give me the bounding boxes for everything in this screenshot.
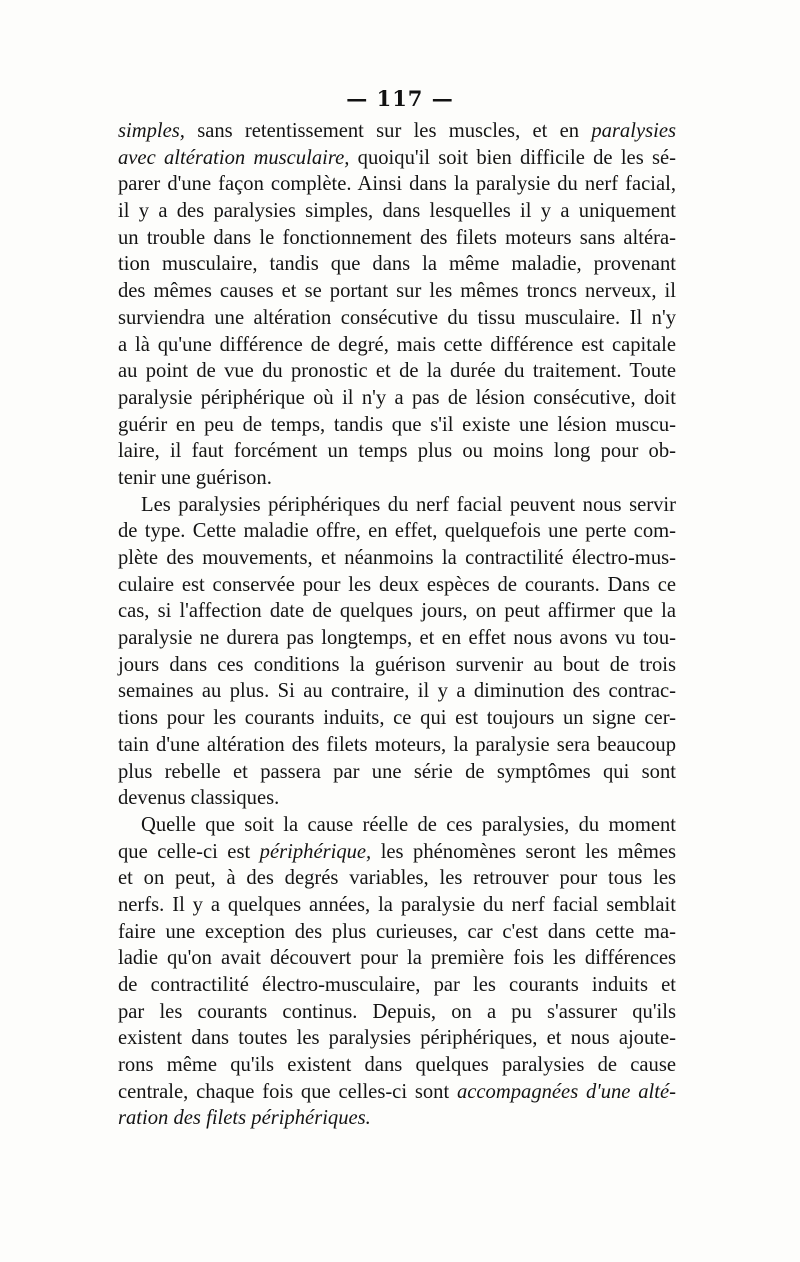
text-line — [118, 572, 676, 599]
italic-text-run: avec altération musculaire, — [118, 146, 350, 169]
text-line — [118, 1052, 676, 1079]
text-line — [118, 705, 676, 732]
text-run: guérir en peu de temps, tandis que s'il existe une lésion muscu- — [118, 413, 676, 436]
text-line — [118, 358, 676, 385]
text-run: quoiqu'il soit bien difficile de les sé- — [349, 146, 676, 169]
paragraph — [118, 118, 676, 492]
text-run: tenir une guérison. — [118, 466, 272, 489]
paragraph — [118, 812, 676, 1132]
text-run: cas, si l'affection date de quelques jours, on peut affirmer que la — [118, 600, 676, 623]
text-run: et on peut, à des degrés variables, les retrouver pour tous les — [118, 867, 676, 890]
text-run: faire une exception des plus curieuses, car c'est dans cette ma- — [118, 920, 676, 943]
text-line — [118, 1079, 676, 1106]
text-line — [118, 385, 676, 412]
text-run: rons même qu'ils existent dans quelques paralysies de cause — [118, 1054, 676, 1077]
text-line — [118, 518, 676, 545]
italic-text-run: simples, — [118, 120, 185, 142]
italic-text-run: périphérique, — [259, 840, 372, 863]
text-run: plus rebelle et passera par une série de symptômes qui sont — [118, 760, 676, 783]
text-line — [118, 305, 676, 332]
text-line — [118, 1105, 676, 1132]
text-line — [118, 972, 676, 999]
text-line — [118, 198, 676, 225]
text-run: paralysie ne durera pas longtemps, et en effet nous avons vu tou- — [118, 627, 676, 650]
text-line — [118, 945, 676, 972]
italic-text-run: accompagnées d'une alté- — [456, 1080, 676, 1103]
text-line — [118, 412, 676, 439]
text-line — [118, 171, 676, 198]
page-number: — 117 — — [346, 86, 454, 111]
italic-text-run: ration des filets périphériques. — [118, 1107, 371, 1130]
text-line — [118, 999, 676, 1026]
text-run: paralysie périphérique où il n'y a pas de lésion consécutive, doit — [118, 386, 676, 409]
text-run: ladie qu'on avait découvert pour la première fois les différences — [118, 947, 676, 970]
paragraph — [118, 492, 676, 812]
text-line — [118, 145, 676, 172]
text-run: a là qu'une différence de degré, mais cette différence est capitale — [118, 333, 676, 356]
text-line — [118, 278, 676, 305]
text-run: centrale, chaque fois que celles-ci sont — [118, 1080, 457, 1103]
text-run: laire, il faut forcément un temps plus ou moins long pour ob- — [118, 440, 676, 463]
text-run: Quelle que soit la cause réelle de ces paralysies, du moment — [141, 813, 676, 836]
text-line — [118, 652, 676, 679]
text-run: existent dans toutes les paralysies périphériques, et nous ajoute- — [118, 1027, 676, 1050]
text-run: les phénomènes seront les mêmes — [371, 840, 677, 863]
text-line — [118, 438, 676, 465]
text-line — [118, 839, 676, 866]
text-run: tain d'une altération des filets moteurs, la paralysie sera beaucoup — [118, 733, 676, 756]
text-run: par les courants continus. Depuis, on a pu s'assurer qu'ils — [118, 1000, 676, 1023]
text-line — [118, 919, 676, 946]
text-run: semaines au plus. Si au contraire, il y a diminution des contrac- — [118, 680, 676, 703]
text-run: plète des mouvements, et néanmoins la contractilité électro-mus- — [118, 547, 676, 569]
text-run: que celle-ci est — [118, 840, 260, 863]
text-run: devenus classiques. — [118, 787, 280, 810]
text-line — [118, 1025, 676, 1052]
text-line — [118, 625, 676, 652]
italic-text-run: paralysies — [591, 120, 676, 142]
text-line — [118, 812, 676, 839]
text-line — [118, 598, 676, 625]
text-line — [118, 759, 676, 786]
text-line — [118, 225, 676, 252]
text-run: tion musculaire, tandis que dans la même maladie, provenant — [118, 253, 676, 276]
text-run: de contractilité électro-musculaire, par les courants induits et — [118, 974, 676, 996]
text-run: parer d'une façon complète. Ainsi dans la paralysie du nerf facial, — [118, 173, 676, 196]
text-line — [118, 465, 676, 492]
text-line — [118, 865, 676, 892]
text-run: nerfs. Il y a quelques années, la paralysie du nerf facial semblait — [118, 893, 676, 916]
text-run: des mêmes causes et se portant sur les mêmes troncs nerveux, il — [118, 280, 676, 303]
text-line — [118, 492, 676, 519]
text-line — [118, 732, 676, 759]
text-line — [118, 332, 676, 359]
text-line — [118, 545, 676, 572]
text-line — [118, 892, 676, 919]
text-run: un trouble dans le fonctionnement des filets moteurs sans altéra- — [118, 226, 676, 249]
text-run: il y a des paralysies simples, dans lesquelles il y a uniquement — [118, 200, 676, 223]
text-run: jours dans ces conditions la guérison survenir au bout de trois — [118, 653, 676, 676]
text-line — [118, 251, 676, 278]
text-line — [118, 678, 676, 705]
body-text — [118, 118, 676, 1132]
text-line — [118, 785, 676, 812]
text-line — [118, 118, 676, 145]
text-run: sans retentissement sur les muscles, et en — [184, 120, 592, 142]
text-run: Les paralysies périphériques du nerf facial peuvent nous servir — [141, 493, 676, 516]
text-run: tions pour les courants induits, ce qui est toujours un signe cer- — [118, 707, 676, 730]
text-run: surviendra une altération consécutive du tissu musculaire. Il n'y — [118, 306, 676, 329]
text-run: de type. Cette maladie offre, en effet, quelquefois une perte com- — [118, 520, 676, 543]
text-run: culaire est conservée pour les deux espèces de courants. Dans ce — [118, 573, 676, 596]
text-run: au point de vue du pronostic et de la durée du traitement. Toute — [118, 360, 676, 383]
